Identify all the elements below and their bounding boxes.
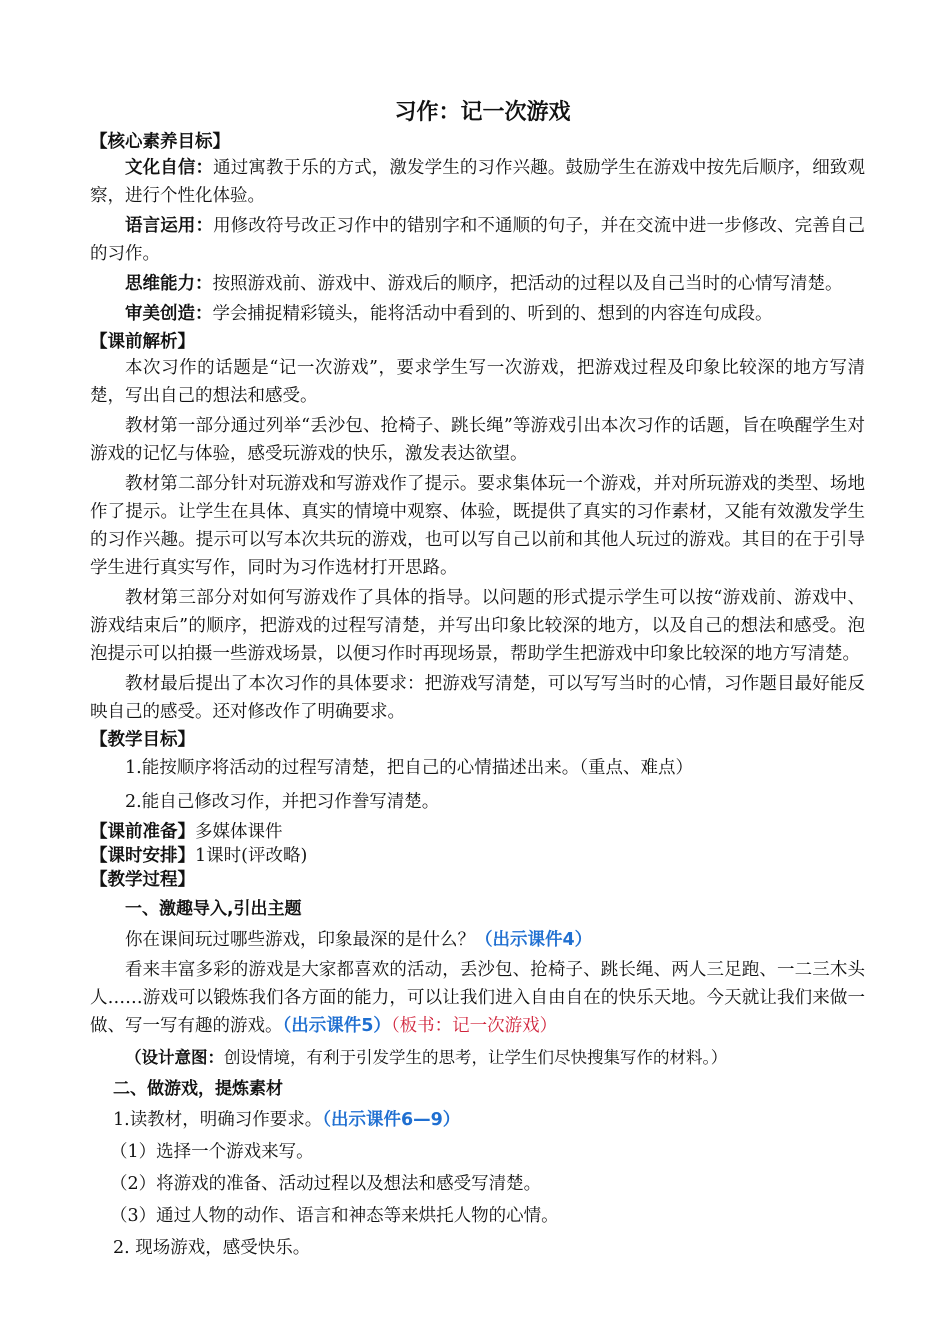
process-heading: 【教学过程】 bbox=[90, 870, 195, 890]
core-goal-text: 按照游戏前、游戏中、游戏后的顺序，把活动的过程以及自己当时的心情写清楚。 bbox=[212, 274, 843, 294]
core-goal-paragraph bbox=[90, 154, 865, 210]
part2-step2: 2. 现场游戏，感受快乐。 bbox=[113, 1238, 311, 1258]
part1-title: 一、激趣导入,引出主题 bbox=[125, 899, 302, 919]
core-goal-paragraph bbox=[90, 270, 865, 298]
requirement-item: （1）选择一个游戏来写。 bbox=[110, 1142, 314, 1162]
preparation-text: 多媒体课件 bbox=[195, 822, 283, 842]
teaching-goals-heading: 【教学目标】 bbox=[90, 730, 195, 750]
analysis-paragraph: 教材第一部分通过列举“丢沙包、抢椅子、跳长绳”等游戏引出本次习作的话题，旨在唤醒学生对游戏的记忆与体验，感受玩游戏的快乐，激发表达欲望。 bbox=[90, 416, 865, 464]
core-goals-heading: 【核心素养目标】 bbox=[90, 132, 230, 152]
analysis-paragraph: 教材第二部分针对玩游戏和写游戏作了提示。要求集体玩一个游戏，并对所玩游戏的类型、场地作了提示。让学生在具体、真实的情境中观察、体验，既提供了真实的习作素材，又能有效激发学生的习作兴趣。提示可以写本次共玩的游戏，也可以写自己以前和其他人玩过的游戏。其目的在于引导学生进行真实写作，同时为习作选材打开思路。 bbox=[90, 474, 865, 578]
part1-question-text: 你在课间玩过哪些游戏，印象最深的是什么？ bbox=[125, 930, 475, 950]
analysis-heading: 【课前解析】 bbox=[90, 332, 195, 352]
document-page bbox=[90, 96, 865, 1264]
core-goal-paragraph bbox=[90, 300, 865, 328]
teaching-goal-item: 1.能按顺序将活动的过程写清楚，把自己的心情描述出来。（重点、难点） bbox=[125, 758, 693, 778]
schedule-text: 1课时(评改略) bbox=[195, 846, 308, 866]
design-intent-label: （设计意图： bbox=[125, 1048, 224, 1067]
design-intent bbox=[90, 1042, 865, 1074]
part1-paragraph bbox=[90, 956, 865, 1040]
part1-question bbox=[90, 926, 865, 954]
core-goal-label: 文化自信： bbox=[125, 158, 214, 178]
blackboard-tag: （板书：记一次游戏） bbox=[390, 1016, 558, 1036]
core-goal-label: 语言运用： bbox=[125, 216, 214, 236]
core-goal-paragraph bbox=[90, 212, 865, 268]
courseware-tag: （出示课件6—9） bbox=[322, 1110, 461, 1130]
part2-step1-text: 1.读教材，明确习作要求。 bbox=[113, 1110, 323, 1130]
part1-paragraph-text: 看来丰富多彩的游戏是大家都喜欢的活动，丢沙包、抢椅子、跳长绳、两人三足跑、一二三木头人……游戏可以锻炼我们各方面的能力，可以让我们进入自由自在的快乐天地。今天就让我们来做一做、写一写有趣的游戏。 bbox=[90, 960, 865, 1036]
schedule-heading: 【课时安排】 bbox=[90, 846, 195, 866]
part2-step1 bbox=[90, 1104, 865, 1136]
core-goal-text: 通过寓教于乐的方式，激发学生的习作兴趣。鼓励学生在游戏中按先后顺序，细致观察，进行个性化体验。 bbox=[90, 158, 865, 206]
courseware-tag: （出示课件5） bbox=[282, 1016, 391, 1036]
schedule-line bbox=[90, 844, 865, 868]
page-title: 习作：记一次游戏 bbox=[394, 100, 571, 125]
courseware-tag: （出示课件4） bbox=[475, 930, 593, 950]
preparation-heading: 【课前准备】 bbox=[90, 822, 195, 842]
preparation-line bbox=[90, 820, 865, 844]
teaching-goal-item: 2.能自己修改习作，并把习作誊写清楚。 bbox=[125, 792, 440, 812]
analysis-paragraph: 教材最后提出了本次习作的具体要求：把游戏写清楚，可以写写当时的心情，习作题目最好能反映自己的感受。还对修改作了明确要求。 bbox=[90, 674, 865, 722]
analysis-paragraph: 本次习作的话题是“记一次游戏”，要求学生写一次游戏，把游戏过程及印象比较深的地方写清楚，写出自己的想法和感受。 bbox=[90, 358, 865, 406]
core-goal-label: 思维能力： bbox=[125, 274, 213, 294]
requirement-item: （3）通过人物的动作、语言和神态等来烘托人物的心情。 bbox=[110, 1206, 559, 1226]
requirement-item: （2）将游戏的准备、活动过程以及想法和感受写清楚。 bbox=[110, 1174, 542, 1194]
core-goal-text: 学会捕捉精彩镜头，能将活动中看到的、听到的、想到的内容连句成段。 bbox=[212, 304, 773, 324]
design-intent-text: 创设情境，有利于引发学生的思考，让学生们尽快搜集写作的材料。） bbox=[224, 1048, 728, 1067]
part2-title: 二、做游戏，提炼素材 bbox=[113, 1079, 283, 1099]
core-goal-label: 审美创造： bbox=[125, 304, 213, 324]
analysis-paragraph: 教材第三部分对如何写游戏作了具体的指导。以问题的形式提示学生可以按“游戏前、游戏中、游戏结束后”的顺序，把游戏的过程写清楚，并写出印象比较深的地方，以及自己的想法和感受。泡泡提示可以拍摄一些游戏场景，以便习作时再现场景，帮助学生把游戏中印象比较深的地方写清楚。 bbox=[90, 588, 865, 664]
core-goal-text: 用修改符号改正习作中的错别字和不通顺的句子，并在交流中进一步修改、完善自己的习作。 bbox=[90, 216, 865, 264]
